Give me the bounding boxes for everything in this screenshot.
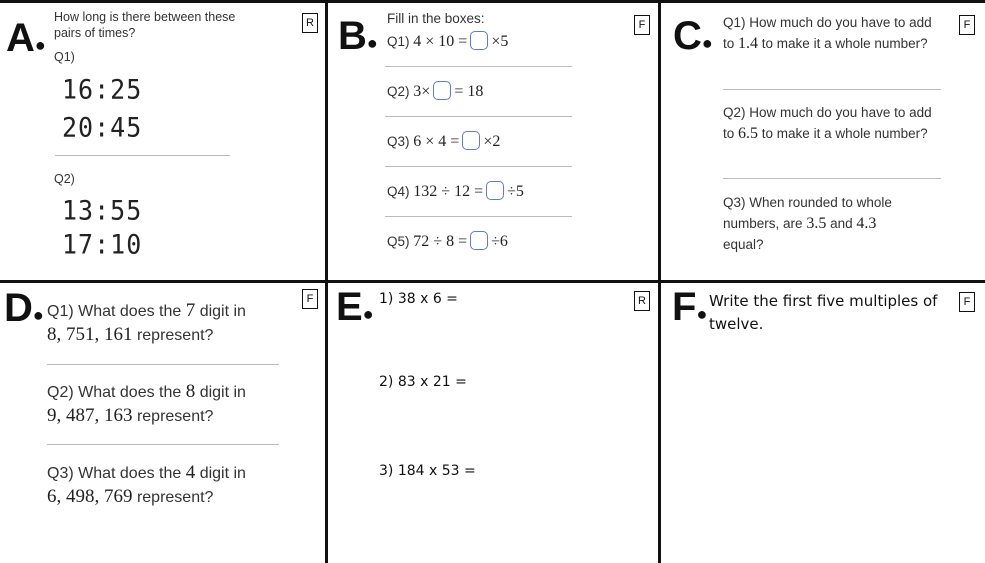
- b-q1-label: Q1): [387, 34, 410, 49]
- b-q4-right: ÷5: [507, 183, 524, 200]
- separator: [47, 444, 279, 445]
- b-q4-left: 132 ÷ 12 =: [413, 183, 484, 200]
- c-q3-number-2: 4.3: [856, 215, 877, 232]
- c-q2-text-end: to make it a whole number?: [761, 126, 928, 141]
- badge-c: F: [959, 15, 975, 35]
- d-q1-digit: 7: [185, 300, 196, 321]
- d-q2-text-end: represent?: [136, 408, 214, 425]
- b-q1-left: 4 × 10 =: [413, 33, 468, 50]
- c-q2: [723, 102, 938, 144]
- b-q2-label: Q2): [387, 84, 410, 99]
- c-q3-number-1: 3.5: [806, 215, 827, 232]
- f-question: Write the first five multiples of twelve.: [709, 292, 938, 333]
- d-q3-text-end: represent?: [136, 489, 214, 506]
- c-q3-and: and: [830, 216, 853, 231]
- d-q3-text-mid: digit in: [199, 465, 246, 482]
- clock-time-4: 17:10: [62, 229, 143, 260]
- b-q1: [387, 31, 508, 52]
- answer-box: [462, 131, 480, 150]
- b-q5-right: ÷6: [491, 233, 508, 250]
- b-q3-left: 6 × 4 =: [413, 133, 460, 150]
- d-q2: [47, 380, 297, 428]
- separator: [723, 89, 941, 90]
- b-q3-label: Q3): [387, 134, 410, 149]
- b-q2-left: 3×: [413, 83, 431, 100]
- section-letter-a: A●: [6, 16, 46, 60]
- b-q5: [387, 231, 508, 252]
- d-q2-digit: 8: [185, 381, 196, 402]
- answer-box: [470, 31, 488, 50]
- c-q3-text-end: equal?: [723, 237, 764, 252]
- b-q4: [387, 181, 524, 202]
- badge-a: R: [302, 13, 318, 33]
- answer-box: [486, 181, 504, 200]
- b-q2-right: = 18: [454, 83, 484, 100]
- separator: [723, 178, 941, 179]
- answer-box: [470, 231, 488, 250]
- section-letter-e: E●: [336, 285, 374, 329]
- b-q5-left: 72 ÷ 8 =: [413, 233, 468, 250]
- separator: [385, 66, 572, 67]
- c-q2-text: Q2) How much do you have to add to: [723, 105, 932, 141]
- c-q2-number: 6.5: [738, 125, 759, 142]
- c-q1-text: Q1) How much do you have to add to: [723, 15, 932, 51]
- d-q1-number: 8, 751, 161: [47, 324, 133, 345]
- section-letter-f: F●: [672, 285, 708, 329]
- e-q1: 1) 38 x 6 =: [379, 291, 458, 307]
- clock-time-2: 20:45: [62, 112, 143, 143]
- separator: [385, 216, 572, 217]
- d-q3-digit: 4: [185, 462, 196, 483]
- section-a-intro: How long is there between these pairs of times?: [54, 10, 236, 40]
- c-q1-text-end: to make it a whole number?: [761, 36, 928, 51]
- c-q1-number: 1.4: [738, 35, 759, 52]
- d-q3: [47, 461, 297, 509]
- section-a-q2-label: Q2): [54, 172, 75, 186]
- d-q3-text: Q3) What does the: [47, 465, 182, 482]
- b-q1-right: ×5: [491, 33, 509, 50]
- separator: [385, 116, 572, 117]
- answer-box: [433, 81, 451, 100]
- badge-e: R: [634, 291, 650, 311]
- section-letter-c: C●: [673, 14, 713, 58]
- d-q2-text: Q2) What does the: [47, 384, 182, 401]
- badge-d: F: [302, 289, 318, 309]
- d-q2-text-mid: digit in: [199, 384, 246, 401]
- e-q2: 2) 83 x 21 =: [379, 374, 467, 390]
- separator: [385, 166, 572, 167]
- section-a-q1-label: Q1): [54, 50, 75, 64]
- d-q1-text-mid: digit in: [199, 303, 246, 320]
- section-letter-d: D●: [4, 286, 44, 330]
- b-q3: [387, 131, 500, 152]
- divider-row: [0, 280, 985, 283]
- d-q1-text: Q1) What does the: [47, 303, 182, 320]
- c-q1: [723, 12, 938, 54]
- section-b-intro: Fill in the boxes:: [387, 11, 485, 26]
- top-border: [0, 0, 985, 3]
- d-q1-text-end: represent?: [136, 327, 214, 344]
- b-q3-right: ×2: [483, 133, 501, 150]
- separator: [47, 364, 279, 365]
- badge-b: F: [634, 15, 650, 35]
- c-q3: [723, 192, 918, 255]
- d-q1: [47, 299, 297, 347]
- b-q5-label: Q5): [387, 234, 410, 249]
- d-q2-number: 9, 487, 163: [47, 405, 133, 426]
- clock-time-3: 13:55: [62, 195, 143, 226]
- clock-time-1: 16:25: [62, 74, 143, 105]
- e-q3: 3) 184 x 53 =: [379, 463, 476, 479]
- d-q3-number: 6, 498, 769: [47, 486, 133, 507]
- b-q4-label: Q4): [387, 184, 410, 199]
- badge-f: F: [959, 292, 975, 312]
- b-q2: [387, 81, 483, 102]
- separator: [55, 155, 230, 156]
- c-q3-text: Q3) When rounded to whole numbers, are: [723, 195, 892, 231]
- section-letter-b: B●: [338, 14, 378, 58]
